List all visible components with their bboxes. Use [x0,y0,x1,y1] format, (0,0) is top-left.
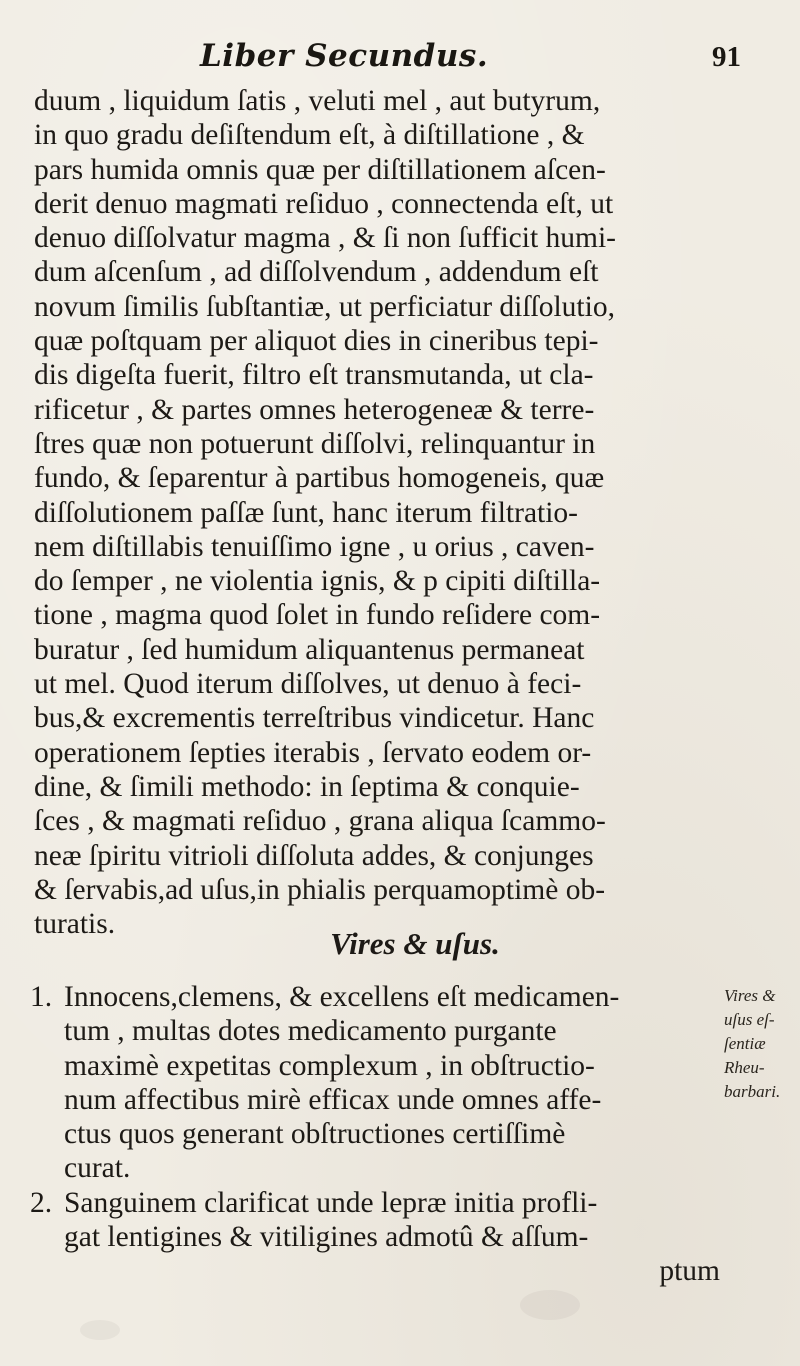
text-line: dum aſcenſum , ad diſſolvendum , addendum eſt [34,256,599,289]
marginal-note-line: Rheu- [724,1058,765,1077]
text-line: nem diſtillabis tenuiſſimo igne , u orius , caven- [34,530,595,563]
text-line: diſſolutionem paſſæ ſunt, hanc iterum filtratio- [34,496,579,529]
text-line: neæ ſpiritu vitrioli diſſoluta addes, & conjunges [34,839,594,872]
text-line: in quo gradu deſiſtendum eſt, à diſtillatione , & [34,119,585,152]
text-line: fundo, & ſeparentur à partibus homogeneis, quæ [34,462,605,495]
text-line: bus,& excrementis terreſtribus vindicetur. Hanc [34,702,595,735]
item-text-line: Innocens,clemens, & excellens eſt medicamen- [64,981,620,1013]
numbered-list [30,980,720,1289]
text-line: buratur , ſed humidum aliquantenus permaneat [34,633,585,666]
item-text-line: Sanguinem clarificat unde lepræ initia profli- [64,1186,598,1219]
item-text-line: ptum [659,1255,720,1288]
item-number: 2. [30,1186,53,1219]
item-text-line: gat lentigines & vitiligines admotû & aſſum- [64,1221,589,1254]
marginal-note-line: barbari. [724,1082,781,1101]
item-number: 1. [30,981,53,1013]
list-item [30,980,720,1186]
text-line: turatis. [34,908,116,941]
text-line: duum , liquidum ſatis , veluti mel , aut butyrum, [34,85,601,117]
marginal-note-line: uſus eſ- [724,1010,775,1029]
text-line: & ſervabis,ad uſus,in phialis perquamoptimè ob- [34,873,606,906]
item-text-line: maximè expetitas complexum , in obſtructio- [64,1049,595,1082]
paper-stain [520,1290,580,1320]
page-number: 91 [712,41,741,73]
text-line: dis digeſta fuerit, filtro eſt transmutanda, ut cla- [34,359,594,392]
main-paragraph [34,84,774,941]
section-heading: Vires & uſus. [330,926,500,961]
item-text-line: curat. [64,1152,131,1185]
paper-stain [80,1320,120,1340]
item-text-line: tum , multas dotes medicamento purgante [64,1015,557,1048]
list-item [30,1186,720,1289]
marginal-note-line: Vires & [724,986,776,1005]
text-line: do ſemper , ne violentia ignis, & p cipiti diſtilla- [34,565,601,598]
marginal-note [724,984,800,1104]
text-line: operationem ſepties iterabis , ſervato eodem or- [34,736,592,769]
marginal-note-line: ſentiæ [724,1034,766,1053]
text-line: derit denuo magmati reſiduo , connectenda eſt, ut [34,187,614,220]
text-line: quæ poſtquam per aliquot dies in cineribus tepi- [34,325,599,358]
text-line: dine, & ſimili methodo: in ſeptima & conquie- [34,770,580,803]
text-line: denuo diſſolvatur magma , & ſi non ſufficit humi- [34,222,616,255]
text-line: tione , magma quod ſolet in fundo reſidere com- [34,599,601,632]
text-line: novum ſimilis ſubſtantiæ, ut perficiatur diſſolutio, [34,290,615,323]
text-line: ſtres quæ non potuerunt diſſolvi, relinquantur in [34,427,596,460]
running-title: Liber Secundus. [200,38,489,74]
text-line: rificetur , & partes omnes heterogeneæ & terre- [34,393,595,426]
page-header [0,38,800,78]
text-line: pars humida omnis quæ per diſtillationem aſcen- [34,153,606,186]
item-text-line: ctus quos generant obſtructiones certiſſimè [64,1118,566,1151]
text-line: ut mel. Quod iterum diſſolves, ut denuo à feci- [34,668,582,701]
item-text-line: num affectibus mirè efficax unde omnes affe- [64,1083,602,1116]
text-line: ſces , & magmati reſiduo , grana aliqua ſcammo- [34,805,606,838]
